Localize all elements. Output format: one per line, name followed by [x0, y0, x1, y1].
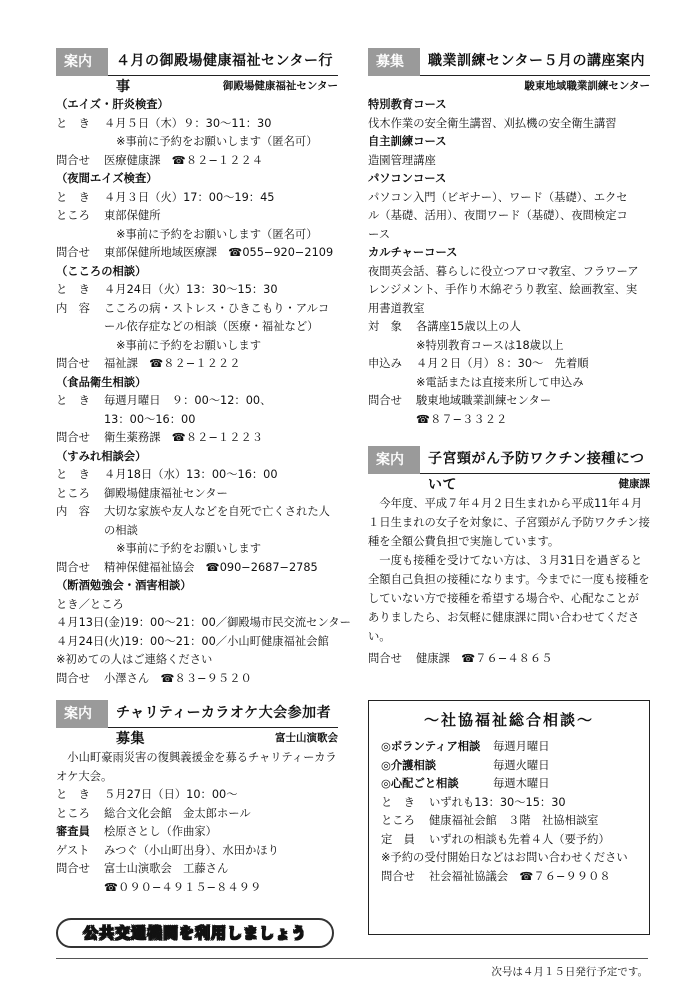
info-line: 造園管理講座 [368, 153, 436, 167]
info-line: ※初めての人はご連絡ください [56, 653, 213, 666]
header-rule [108, 75, 338, 76]
info-line [56, 281, 338, 300]
field-label: 申込み [368, 357, 402, 370]
section-header [56, 700, 338, 747]
field-value: いずれも13：30〜15：30 [429, 795, 566, 809]
field-label: ところ [381, 814, 415, 827]
field-label: 問合せ [381, 869, 415, 883]
info-line [56, 485, 338, 504]
info-line: ※事前に予約をお願いします（匿名可） [116, 135, 318, 148]
field-label: 問合せ [56, 431, 90, 444]
vaccine-paragraph-1: 今年度、平成７年４月２日生まれから平成11年４月１日生まれの女子を対象に、子宮頸がん予防ワクチン接種を全額公費負担で実施しています。 [368, 497, 650, 548]
field-label: と き [56, 116, 90, 130]
field-value: 大切な家族や友人などを自死で亡くされた人 [104, 505, 330, 518]
header-rule [420, 473, 650, 474]
field-label: 定 員 [381, 832, 415, 846]
info-line: （エイズ・肝炎検査） [56, 98, 169, 111]
schedule-row [381, 775, 637, 794]
info-line: パソコン入門（ビギナー）、ワード（基礎）、エクセ [368, 190, 628, 204]
consultation-day: 毎週火曜日 [493, 758, 550, 772]
field-value: 各講座15歳以上の人 [416, 320, 521, 333]
info-line [368, 392, 650, 411]
section-organizer: 富士山演歌会 [275, 732, 338, 744]
field-label: 問合せ [56, 246, 90, 259]
section-header [368, 48, 650, 90]
info-line [56, 207, 338, 226]
field-label: 問合せ [56, 671, 90, 685]
info-line [368, 355, 650, 374]
section-title: 職業訓練センター５月の講座案内 [428, 53, 645, 69]
field-label: 問合せ [368, 394, 402, 407]
vaccine-contact [368, 650, 650, 669]
field-value: 総合文化会館 金太郎ホール [104, 806, 251, 820]
section-tag: 案内 [56, 700, 108, 728]
header-rule [108, 727, 338, 728]
info-line: ※事前に予約をお願いします（匿名可） [116, 227, 318, 241]
field-value: 毎週月曜日 ９：00〜12：00、 [104, 394, 272, 407]
field-label: と き [56, 283, 90, 296]
info-line: ※事前に予約をお願いします [116, 542, 262, 555]
consultation-type: ◎ボランティア相談 [381, 740, 481, 753]
field-value: 東部保健所地域医療課 ☎055−920−2109 [104, 246, 334, 259]
header-rule [420, 75, 650, 76]
info-line: の相談 [104, 523, 138, 537]
field-value: ４月２日（月）８：30〜 先着順 [416, 357, 589, 370]
info-line: とき／ところ [56, 597, 124, 611]
field-value: いずれの相談も先着４人（要予約） [429, 832, 610, 846]
schedule-row [381, 738, 637, 757]
field-value: 医療健康課 ☎８２−１２２４ [104, 153, 264, 167]
section-hpv-vaccine [368, 446, 650, 669]
field-label: 問合せ [56, 560, 90, 574]
info-line: パソコンコース [368, 172, 447, 185]
field-label: ゲスト [56, 843, 90, 857]
info-line: カルチャーコース [368, 246, 458, 259]
field-value: ４月３日（火）17：00〜19：45 [104, 190, 275, 204]
info-line [381, 868, 637, 887]
info-line: ル（基礎、活用）、夜間ワード（基礎）、夜間検定コ [368, 209, 628, 222]
footer-rule [56, 958, 648, 959]
info-line [56, 786, 338, 805]
consultation-day: 毎週木曜日 [493, 777, 550, 790]
info-line [56, 805, 338, 824]
info-line: ース [368, 227, 391, 241]
field-value: 富士山演歌会 工藤さん [104, 862, 229, 875]
field-value: 健康福祉会館 ３階 社協相談室 [429, 814, 599, 827]
section-organizer: 駿東地域職業訓練センター [524, 80, 650, 92]
info-line [56, 115, 338, 134]
field-value: ５月27日（日）10：00〜 [104, 788, 238, 801]
field-value: 御殿場健康福祉センター [104, 486, 228, 500]
consultation-type: ◎介護相談 [381, 758, 437, 772]
info-line: ※事前に予約をお願いします [116, 338, 262, 352]
field-label: ところ [56, 486, 90, 500]
field-value: 桧原さとし（作曲家） [104, 825, 217, 838]
section-charity-karaoke [56, 700, 338, 897]
section-title: チャリティーカラオケ大会参加者募集 [116, 705, 332, 747]
info-line [56, 244, 338, 263]
field-label: と き [56, 394, 90, 407]
info-line: ☎８７−３３２２ [416, 412, 508, 426]
section-organizer: 御殿場健康福祉センター [222, 80, 338, 92]
info-line [56, 860, 338, 879]
info-line [56, 300, 338, 319]
consultation-day: 毎週月曜日 [493, 740, 550, 753]
public-transport-banner: 公共交通機関を利用しましょう [56, 918, 334, 948]
field-value: 小澤さん ☎８３−９５２０ [104, 671, 252, 685]
schedule-row [381, 757, 637, 776]
field-value: こころの病・ストレス・ひきこもり・アルコ [104, 301, 330, 315]
karaoke-details [56, 786, 338, 897]
field-label: と き [56, 468, 90, 481]
section-header [368, 446, 650, 493]
field-label: 内 容 [56, 301, 90, 315]
section-title: ４月の御殿場健康福祉センター行事 [116, 53, 333, 95]
info-line: ール依存症などの相談（医療・福祉など） [104, 320, 319, 333]
info-line: （断酒勉強会・酒害相談） [56, 579, 192, 592]
section-tag: 案内 [56, 48, 108, 76]
field-value: ４月５日（木）９：30〜11：30 [104, 116, 272, 130]
field-label: ところ [56, 209, 90, 222]
contact-value: 健康課 ☎７６−４８６５ [416, 652, 553, 665]
contact-label: 問合せ [368, 652, 402, 665]
info-line [56, 392, 338, 411]
field-label: 審査員 [56, 825, 90, 838]
info-line [56, 189, 338, 208]
box-title: 〜社協福祉総合相談〜 [423, 711, 594, 729]
consultation-details [381, 794, 637, 887]
field-value: 衛生薬務課 ☎８２−１２２３ [104, 431, 264, 444]
info-line [381, 831, 637, 850]
section-header [56, 48, 338, 95]
info-line: 特別教育コース [368, 98, 447, 111]
field-label: 対 象 [368, 320, 402, 333]
field-label: 内 容 [56, 505, 90, 518]
consultation-type: ◎心配ごと相談 [381, 777, 459, 790]
event-details [56, 96, 351, 688]
field-value: 駿東地域職業訓練センター [416, 394, 552, 407]
info-line [56, 559, 338, 578]
section-tag: 案内 [368, 446, 420, 474]
info-line: ※電話または直接来所して申込み [416, 375, 584, 389]
vaccine-paragraph-2: 一度も接種を受けてない方は、３月31日を過ぎると全額自己負担の接種になります。今までに一度も接種をしていない方で接種を希望する場合や、心配なことがありましたら、お気軽に健康課に問い合わせてください。 [368, 554, 650, 643]
field-label: と き [381, 795, 415, 809]
info-line: （こころの相談） [56, 264, 147, 278]
field-value: 東部保健所 [104, 209, 161, 222]
info-line: ※予約の受付開始日などはお問い合わせください [381, 851, 628, 864]
info-line [56, 503, 338, 522]
consultation-schedule [381, 738, 637, 794]
info-line [56, 466, 338, 485]
section-title: 子宮頸がん予防ワクチン接種について [428, 451, 645, 493]
info-line: 夜間英会話、暮らしに役立つアロマ教室、フラワーア [368, 264, 639, 278]
info-line [56, 152, 338, 171]
info-line: 用書道教室 [368, 301, 425, 315]
info-line [56, 670, 338, 689]
field-label: 問合せ [56, 862, 90, 875]
info-line: （夜間エイズ検査） [56, 172, 158, 185]
welfare-consultation-box [368, 700, 650, 935]
field-label: と き [56, 190, 90, 204]
field-value: ４月24日（火）13：30〜15：30 [104, 283, 278, 296]
field-label: と き [56, 788, 90, 801]
field-label: 問合せ [56, 153, 90, 167]
info-line [381, 794, 637, 813]
info-line [56, 429, 338, 448]
info-line [56, 842, 338, 861]
section-tag: 募集 [368, 48, 420, 76]
info-line: ※特別教育コースは18歳以上 [416, 338, 564, 352]
next-issue-note: 次号は４月１５日発行予定です。 [491, 966, 648, 978]
field-label: 問合せ [56, 357, 90, 370]
course-details [368, 96, 650, 429]
info-line [368, 318, 650, 337]
karaoke-description: 小山町豪雨災害の復興義援金を募るチャリティーカラオケ大会。 [56, 751, 337, 783]
info-line: 13：00〜16：00 [104, 412, 196, 426]
section-health-center-events [56, 48, 351, 688]
field-value: ４月18日（水）13：00〜16：00 [104, 468, 278, 481]
info-line: ☎０９０−４９１５−８４９９ [104, 880, 262, 894]
field-value: 精神保健福祉協会 ☎090−2687−2785 [104, 560, 318, 574]
info-line: （すみれ相談会） [56, 449, 147, 463]
info-line: 自主訓練コース [368, 135, 447, 148]
info-line [381, 812, 637, 831]
field-value: 福祉課 ☎８２−１２２２ [104, 357, 241, 370]
info-line: レンジメント、手作り木綿ぞうり教室、絵画教室、実 [368, 283, 638, 296]
field-value: みつぐ（小山町出身）、水田かほり [104, 843, 279, 857]
info-line: 伐木作業の安全衛生講習、刈払機の安全衛生講習 [368, 116, 617, 130]
info-line [56, 355, 338, 374]
field-value: 社会福祉協議会 ☎７６−９９０８ [429, 869, 611, 883]
section-organizer: 健康課 [618, 478, 650, 490]
info-line [56, 823, 338, 842]
info-line: （食品衛生相談） [56, 375, 147, 389]
info-line: ４月13日(金)19：00〜21：00／御殿場市民交流センター [56, 616, 351, 629]
field-label: ところ [56, 806, 90, 820]
section-vocational-training [368, 48, 650, 429]
info-line: ４月24日(火)19：00〜21：00／小山町健康福祉会館 [56, 634, 329, 648]
